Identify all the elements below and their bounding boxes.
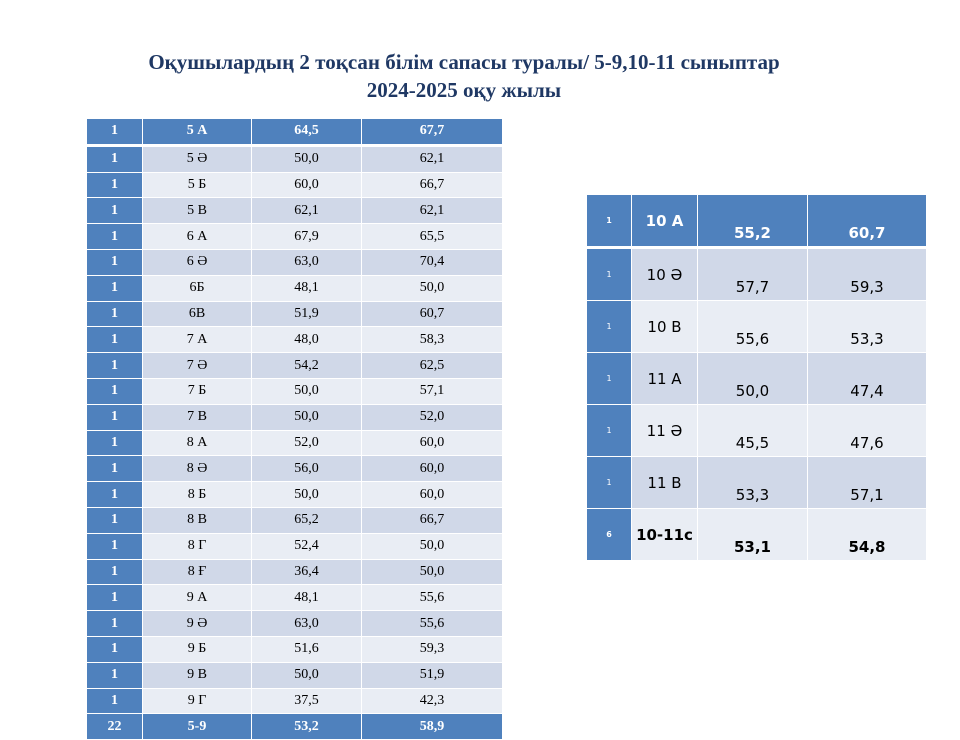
quality-q2-cell: 42,3 xyxy=(362,688,503,714)
quality-q2-cell: 60,0 xyxy=(362,482,503,508)
quality-q1-cell: 62,1 xyxy=(252,198,362,224)
quality-q1-cell: 53,1 xyxy=(698,509,808,561)
quality-q2-cell: 60,7 xyxy=(808,195,927,248)
count-cell: 1 xyxy=(87,172,143,198)
quality-q2-cell: 66,7 xyxy=(362,507,503,533)
table-row xyxy=(87,172,503,198)
class-cell: 9 А xyxy=(143,585,252,611)
title-line-1: Оқушылардың 2 тоқсан білім сапасы туралы/ 5-9,10-11 сыныптар xyxy=(148,50,780,74)
class-cell: 7 Б xyxy=(143,378,252,404)
quality-q2-cell: 51,9 xyxy=(362,662,503,688)
quality-q2-cell: 62,1 xyxy=(362,145,503,172)
count-cell: 6 xyxy=(587,509,632,561)
quality-q2-cell: 55,6 xyxy=(362,611,503,637)
class-cell: 7 В xyxy=(143,404,252,430)
quality-q1-cell: 56,0 xyxy=(252,456,362,482)
class-cell: 7 Ә xyxy=(143,353,252,379)
count-cell: 1 xyxy=(87,585,143,611)
class-cell: 6Б xyxy=(143,275,252,301)
class-cell: 11 Ә xyxy=(632,405,698,457)
count-cell: 1 xyxy=(87,636,143,662)
count-cell: 22 xyxy=(87,714,143,740)
quality-q1-cell: 64,5 xyxy=(252,119,362,146)
quality-q2-cell: 50,0 xyxy=(362,559,503,585)
quality-q2-cell: 59,3 xyxy=(808,248,927,301)
class-cell: 5 Ә xyxy=(143,145,252,172)
title-line-2: 2024-2025 оқу жылы xyxy=(366,78,562,102)
class-cell: 6 Ә xyxy=(143,249,252,275)
class-cell: 6В xyxy=(143,301,252,327)
quality-q2-cell: 57,1 xyxy=(808,457,927,509)
quality-q1-cell: 37,5 xyxy=(252,688,362,714)
quality-q1-cell: 60,0 xyxy=(252,172,362,198)
page-title xyxy=(0,48,928,104)
quality-q2-cell: 60,0 xyxy=(362,456,503,482)
table-row xyxy=(87,662,503,688)
grades-10-11-table xyxy=(586,194,927,561)
quality-q1-cell: 51,9 xyxy=(252,301,362,327)
class-cell: 5 Б xyxy=(143,172,252,198)
quality-q1-cell: 51,6 xyxy=(252,636,362,662)
class-cell: 10 А xyxy=(632,195,698,248)
quality-q2-cell: 47,4 xyxy=(808,353,927,405)
count-cell: 1 xyxy=(87,430,143,456)
class-cell: 8 Г xyxy=(143,533,252,559)
quality-q2-cell: 57,1 xyxy=(362,378,503,404)
class-cell: 8 В xyxy=(143,507,252,533)
count-cell: 1 xyxy=(87,301,143,327)
count-cell: 1 xyxy=(87,198,143,224)
class-cell: 7 А xyxy=(143,327,252,353)
table-row xyxy=(87,636,503,662)
quality-q1-cell: 48,1 xyxy=(252,275,362,301)
class-cell: 10 В xyxy=(632,301,698,353)
quality-q1-cell: 67,9 xyxy=(252,224,362,250)
quality-q1-cell: 50,0 xyxy=(252,145,362,172)
quality-q2-cell: 60,7 xyxy=(362,301,503,327)
table-row xyxy=(87,249,503,275)
count-cell: 1 xyxy=(87,559,143,585)
quality-q1-cell: 50,0 xyxy=(252,482,362,508)
class-cell: 5 В xyxy=(143,198,252,224)
quality-q1-cell: 50,0 xyxy=(252,378,362,404)
table-row xyxy=(587,353,927,405)
quality-q2-cell: 58,3 xyxy=(362,327,503,353)
quality-q2-cell: 60,0 xyxy=(362,430,503,456)
count-cell: 1 xyxy=(587,405,632,457)
count-cell: 1 xyxy=(87,119,143,146)
quality-q1-cell: 50,0 xyxy=(252,404,362,430)
count-cell: 1 xyxy=(87,611,143,637)
class-cell: 8 А xyxy=(143,430,252,456)
quality-q2-cell: 66,7 xyxy=(362,172,503,198)
quality-q1-cell: 36,4 xyxy=(252,559,362,585)
quality-q2-cell: 62,1 xyxy=(362,198,503,224)
quality-q2-cell: 47,6 xyxy=(808,405,927,457)
class-cell: 5 А xyxy=(143,119,252,146)
quality-q2-cell: 67,7 xyxy=(362,119,503,146)
quality-q2-cell: 62,5 xyxy=(362,353,503,379)
count-cell: 1 xyxy=(87,353,143,379)
class-cell: 9 Г xyxy=(143,688,252,714)
table-row xyxy=(587,457,927,509)
class-cell: 9 Б xyxy=(143,636,252,662)
table-row xyxy=(87,430,503,456)
total-row xyxy=(587,509,927,561)
table-row xyxy=(587,301,927,353)
table-row xyxy=(87,224,503,250)
quality-q1-cell: 55,6 xyxy=(698,301,808,353)
table-row xyxy=(587,405,927,457)
count-cell: 1 xyxy=(87,456,143,482)
table-row xyxy=(87,145,503,172)
count-cell: 1 xyxy=(87,482,143,508)
quality-q2-cell: 70,4 xyxy=(362,249,503,275)
class-cell: 11 А xyxy=(632,353,698,405)
count-cell: 1 xyxy=(87,688,143,714)
quality-q2-cell: 50,0 xyxy=(362,275,503,301)
class-cell: 10 Ә xyxy=(632,248,698,301)
table-row xyxy=(87,456,503,482)
quality-q1-cell: 48,1 xyxy=(252,585,362,611)
table-row xyxy=(87,353,503,379)
class-cell: 9 В xyxy=(143,662,252,688)
quality-q1-cell: 48,0 xyxy=(252,327,362,353)
table-row xyxy=(87,688,503,714)
class-cell: 5-9 xyxy=(143,714,252,740)
quality-q2-cell: 50,0 xyxy=(362,533,503,559)
header-row xyxy=(587,195,927,248)
class-cell: 9 Ә xyxy=(143,611,252,637)
count-cell: 1 xyxy=(587,301,632,353)
quality-q2-cell: 53,3 xyxy=(808,301,927,353)
quality-q1-cell: 53,3 xyxy=(698,457,808,509)
table-row xyxy=(87,327,503,353)
count-cell: 1 xyxy=(87,145,143,172)
total-row xyxy=(87,714,503,740)
count-cell: 1 xyxy=(87,533,143,559)
count-cell: 1 xyxy=(87,507,143,533)
count-cell: 1 xyxy=(587,248,632,301)
quality-q1-cell: 45,5 xyxy=(698,405,808,457)
class-cell: 8 Ә xyxy=(143,456,252,482)
count-cell: 1 xyxy=(87,662,143,688)
quality-q1-cell: 54,2 xyxy=(252,353,362,379)
count-cell: 1 xyxy=(87,249,143,275)
count-cell: 1 xyxy=(87,275,143,301)
quality-q1-cell: 50,0 xyxy=(698,353,808,405)
count-cell: 1 xyxy=(587,457,632,509)
table-row xyxy=(87,533,503,559)
table-row xyxy=(87,482,503,508)
count-cell: 1 xyxy=(587,353,632,405)
table-row xyxy=(587,248,927,301)
table-row xyxy=(87,507,503,533)
class-cell: 8 Б xyxy=(143,482,252,508)
class-cell: 10-11с xyxy=(632,509,698,561)
count-cell: 1 xyxy=(87,327,143,353)
quality-q1-cell: 53,2 xyxy=(252,714,362,740)
quality-q1-cell: 63,0 xyxy=(252,611,362,637)
quality-q2-cell: 55,6 xyxy=(362,585,503,611)
table-row xyxy=(87,404,503,430)
count-cell: 1 xyxy=(87,378,143,404)
grades-5-9-table xyxy=(86,118,503,740)
header-row xyxy=(87,119,503,146)
class-cell: 11 В xyxy=(632,457,698,509)
class-cell: 6 А xyxy=(143,224,252,250)
table-row xyxy=(87,585,503,611)
quality-q1-cell: 63,0 xyxy=(252,249,362,275)
table-row xyxy=(87,275,503,301)
table-row xyxy=(87,611,503,637)
quality-q1-cell: 55,2 xyxy=(698,195,808,248)
quality-q2-cell: 54,8 xyxy=(808,509,927,561)
quality-q2-cell: 65,5 xyxy=(362,224,503,250)
quality-q1-cell: 50,0 xyxy=(252,662,362,688)
quality-q1-cell: 65,2 xyxy=(252,507,362,533)
quality-q2-cell: 59,3 xyxy=(362,636,503,662)
table-row xyxy=(87,378,503,404)
quality-q2-cell: 58,9 xyxy=(362,714,503,740)
quality-q1-cell: 52,4 xyxy=(252,533,362,559)
count-cell: 1 xyxy=(87,404,143,430)
table-row xyxy=(87,301,503,327)
quality-q2-cell: 52,0 xyxy=(362,404,503,430)
count-cell: 1 xyxy=(87,224,143,250)
quality-q1-cell: 52,0 xyxy=(252,430,362,456)
count-cell: 1 xyxy=(587,195,632,248)
class-cell: 8 Ғ xyxy=(143,559,252,585)
table-row xyxy=(87,198,503,224)
quality-q1-cell: 57,7 xyxy=(698,248,808,301)
table-row xyxy=(87,559,503,585)
